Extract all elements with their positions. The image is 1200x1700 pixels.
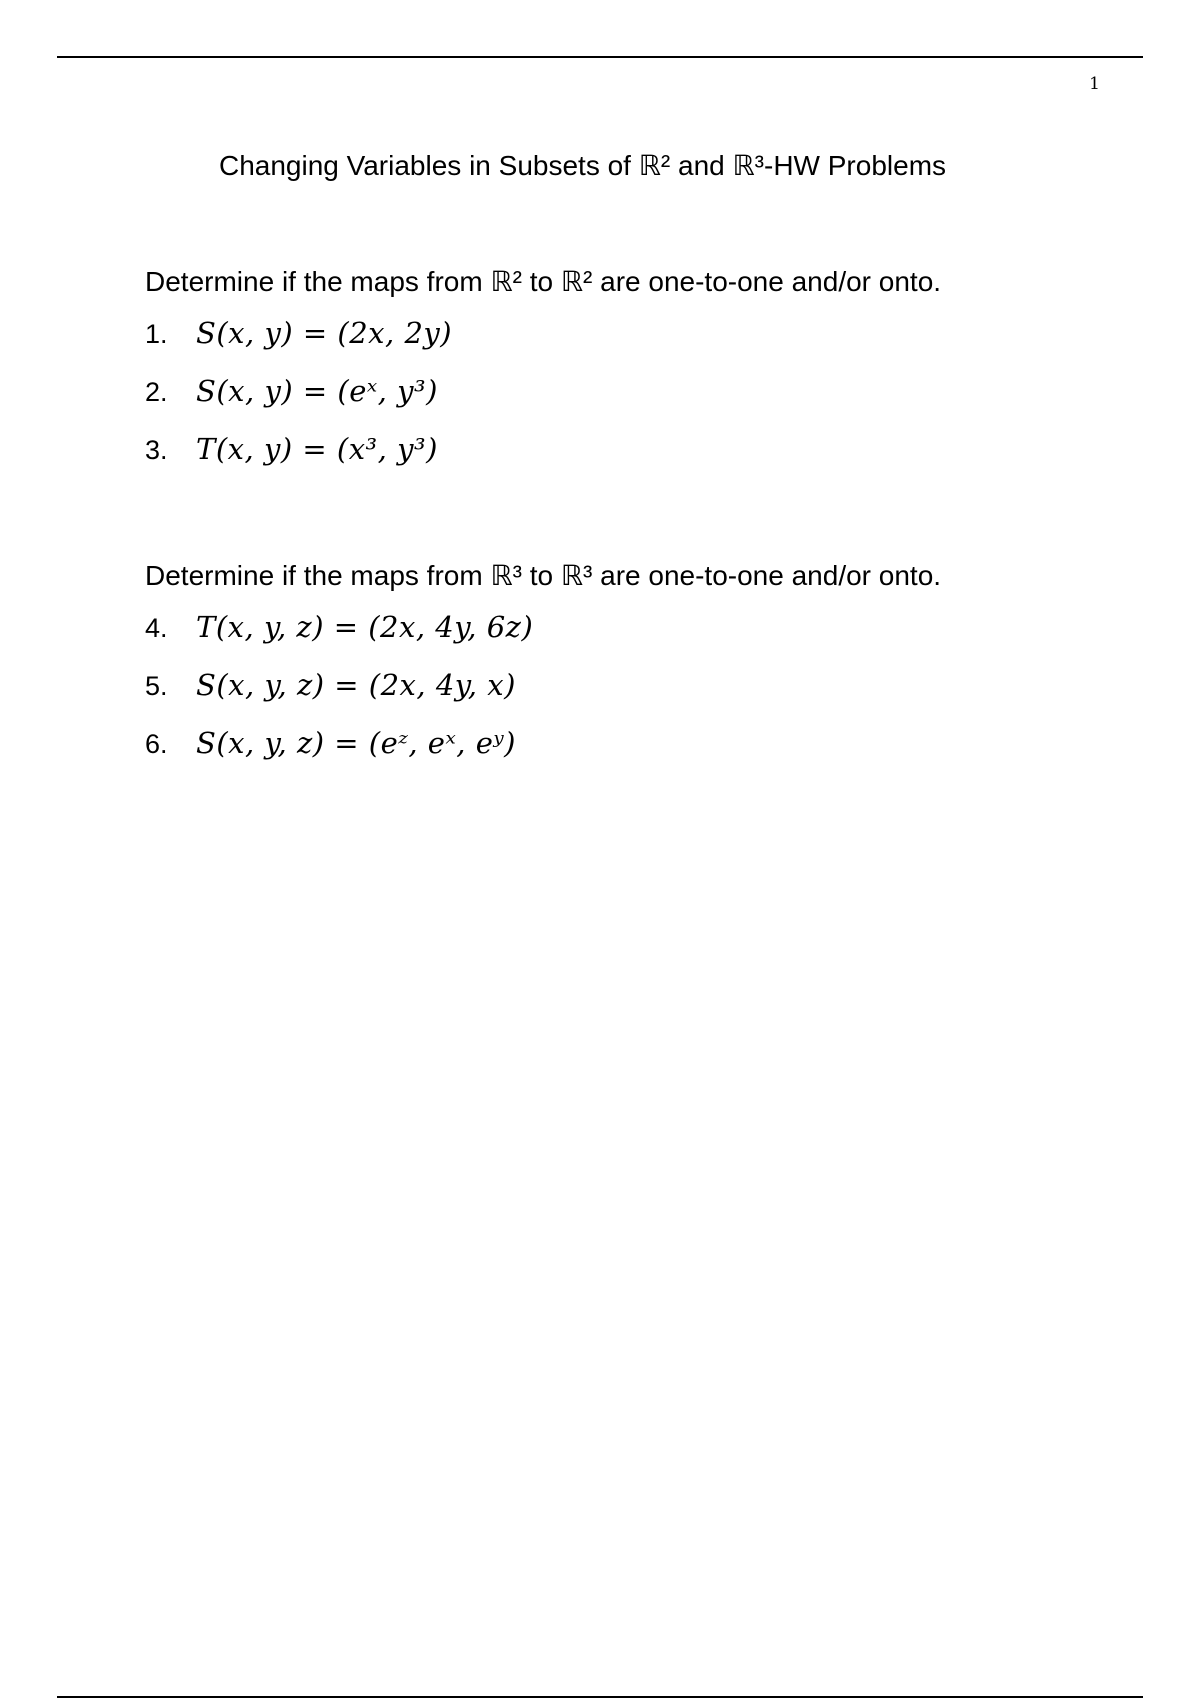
problem-item: [145, 432, 1145, 490]
problem-item: [145, 374, 1145, 432]
problem-number: 6.: [145, 729, 168, 759]
section-prompt: Determine if the maps from ℝ³ to ℝ³ are one-to-one and/or onto.: [145, 560, 942, 591]
section-prompt: Determine if the maps from ℝ² to ℝ² are one-to-one and/or onto.: [145, 266, 942, 297]
problem-expression: S(x, y) = (eˣ, y³): [196, 374, 438, 408]
problem-number: 3.: [145, 435, 168, 465]
problem-section-r2: [145, 262, 1145, 490]
problem-item: [145, 668, 1145, 726]
footer-rule: [57, 1696, 1143, 1698]
problem-expression: S(x, y, z) = (2x, 4y, x): [196, 668, 516, 702]
problem-number: 5.: [145, 671, 168, 701]
problem-section-r3: [145, 556, 1145, 784]
problem-number: 2.: [145, 377, 168, 407]
problem-item: [145, 316, 1145, 374]
header-rule: [57, 56, 1143, 58]
problem-expression: T(x, y, z) = (2x, 4y, 6z): [196, 610, 534, 644]
document-title: Changing Variables in Subsets of ℝ² and ℝ³-HW Problems: [218, 150, 947, 181]
page-number: 1: [1089, 74, 1100, 94]
problem-number: 1.: [145, 319, 168, 349]
problem-number: 4.: [145, 613, 168, 643]
problem-item: [145, 610, 1145, 668]
problem-expression: T(x, y) = (x³, y³): [196, 432, 438, 466]
problem-expression: S(x, y) = (2x, 2y): [196, 316, 453, 350]
problem-expression: S(x, y, z) = (eᶻ, eˣ, eʸ): [196, 726, 516, 760]
problem-item: [145, 726, 1145, 784]
